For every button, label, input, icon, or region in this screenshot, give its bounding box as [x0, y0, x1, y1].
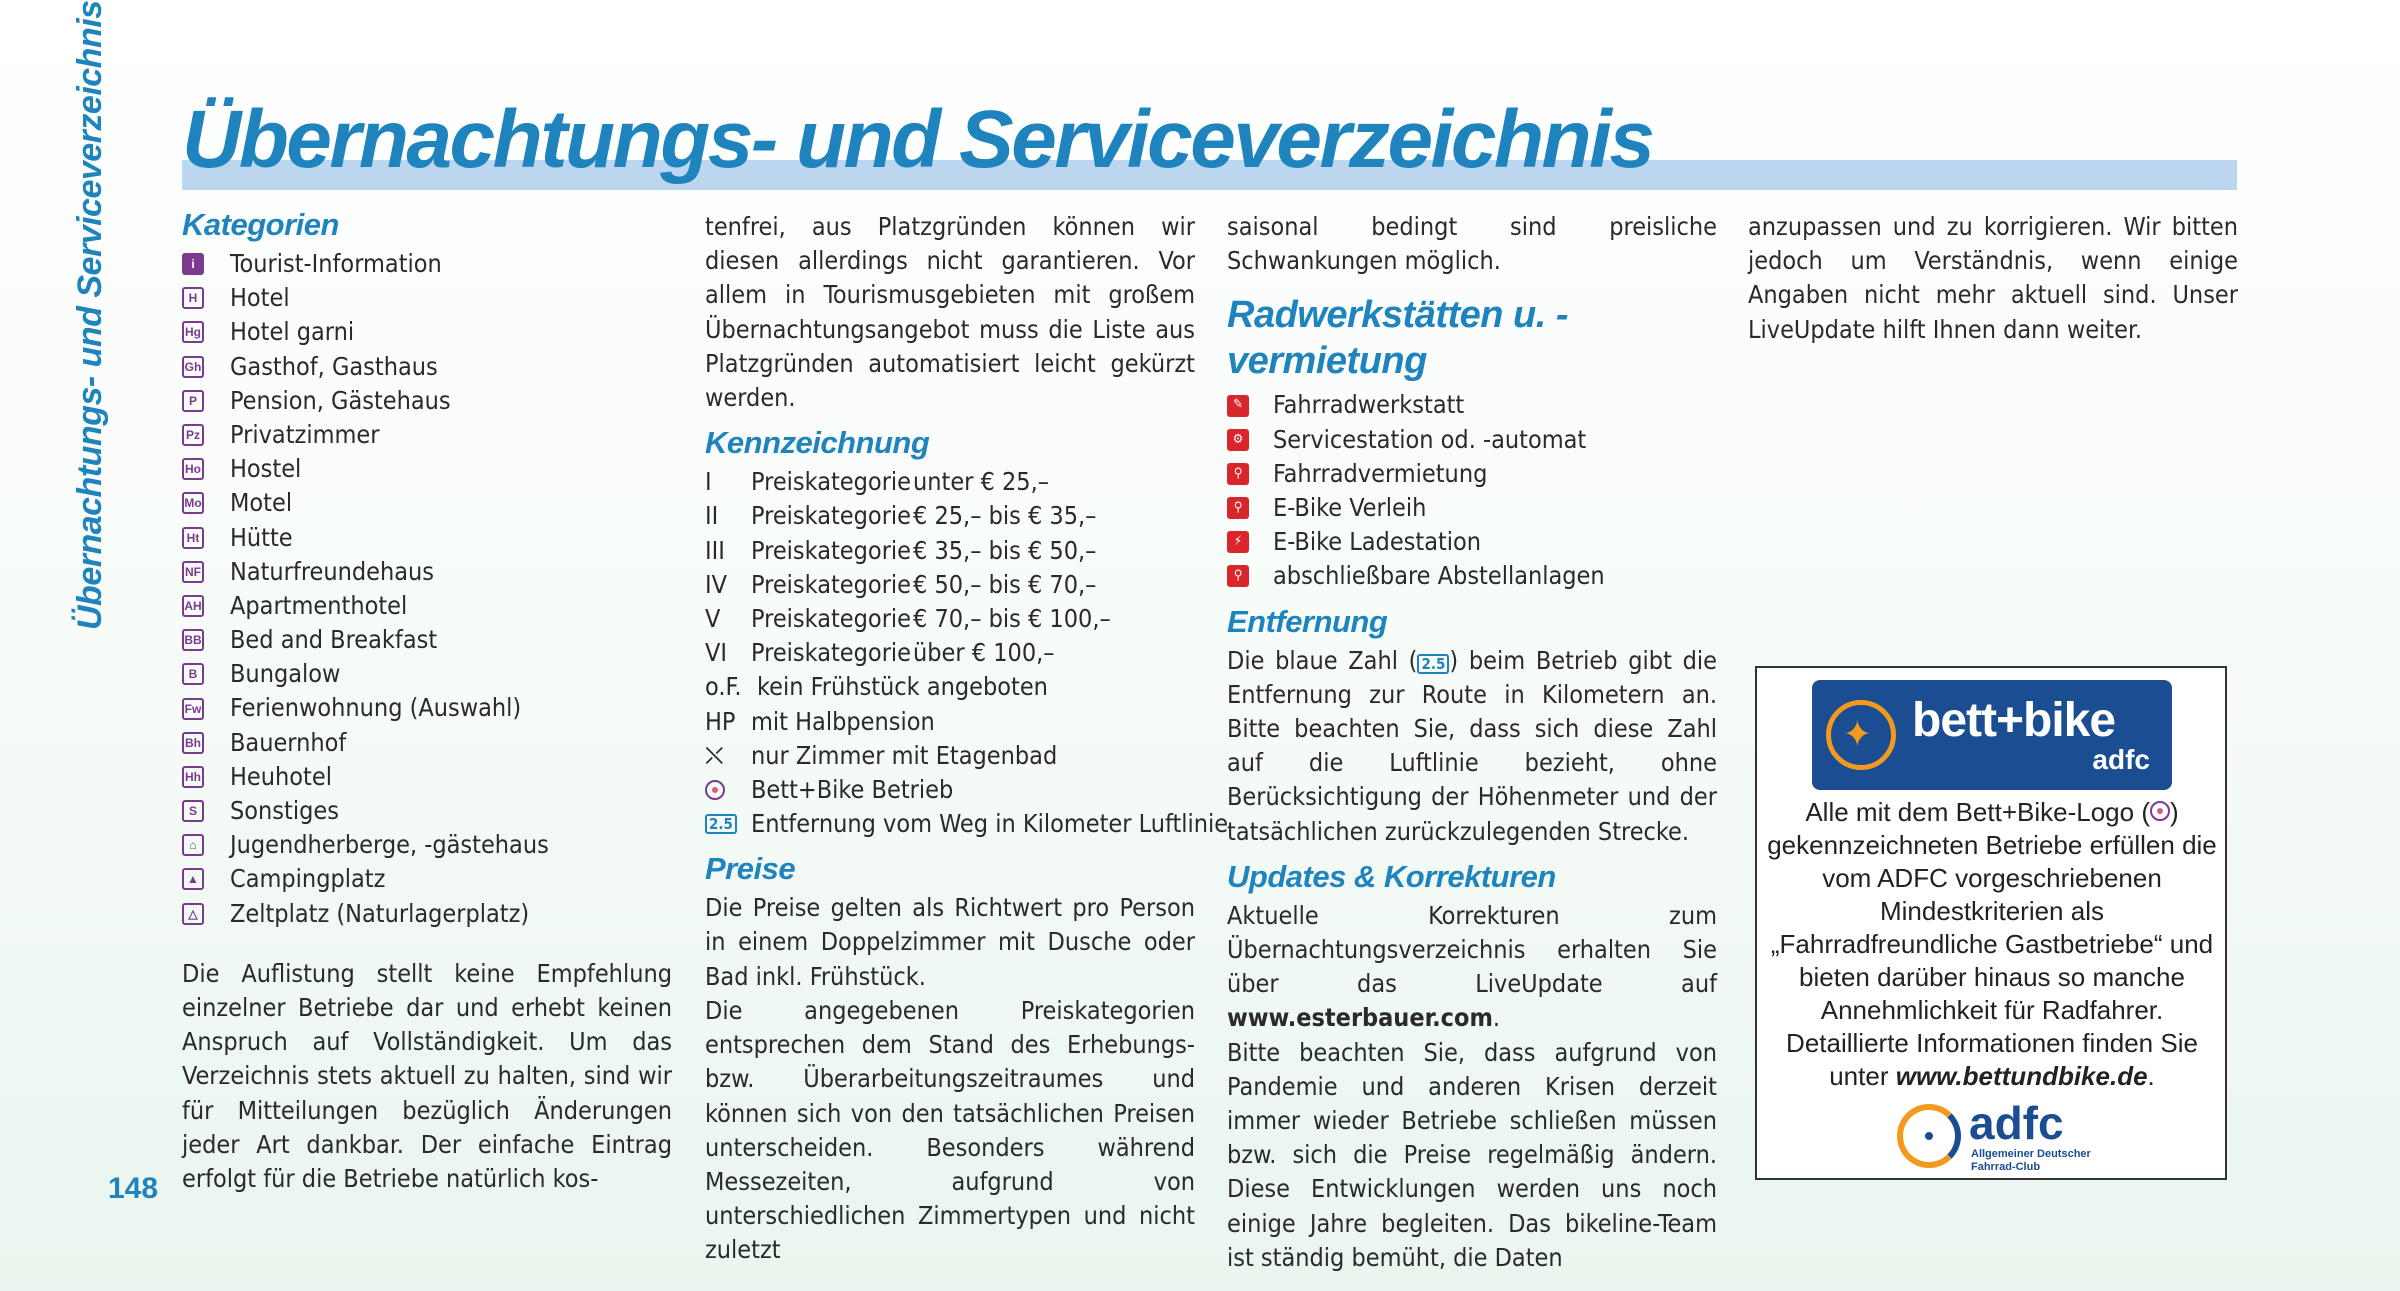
distance-label: Entfernung vom Weg in Kilometer Luftlinie — [751, 809, 1229, 839]
adfc-logo — [1897, 1097, 2097, 1173]
category-label: Sonstiges — [230, 796, 339, 825]
category-item — [182, 862, 672, 896]
category-label: Heuhotel — [230, 761, 332, 791]
hostel-icon: Ho — [182, 458, 204, 480]
price-label: Preiskategorie — [751, 569, 912, 599]
bike-service-item — [1227, 388, 1717, 422]
category-label: Ferienwohnung (Auswahl) — [230, 693, 522, 723]
gasthof-icon: Gh — [182, 356, 204, 378]
info-icon: i — [182, 253, 204, 275]
price-category-row — [705, 499, 1195, 533]
motel-icon: Mo — [182, 492, 204, 514]
marker-text: mit Halbpension — [751, 706, 935, 736]
list-item — [705, 705, 1195, 739]
bett-bike-logo-sub: adfc — [2092, 744, 2150, 775]
kennzeichnung-heading: Kennzeichnung — [705, 425, 930, 461]
price-range: € 25,– bis € 35,– — [913, 501, 1097, 531]
price-category-row — [705, 534, 1195, 568]
category-item — [182, 521, 672, 555]
category-item — [182, 384, 672, 418]
price-label: Preiskategorie — [751, 501, 912, 531]
category-item — [182, 623, 672, 657]
price-label: Preiskategorie — [751, 535, 912, 565]
column-4-text: anzupassen und zu korrigieren. Wir bitten jedoch um Verständnis, wenn einige Angaben nicht mehr aktuell sind. Unser LiveUpdate hilft Ihnen dann weiter. — [1748, 212, 2238, 344]
category-label: Zeltplatz (Naturlagerplatz) — [230, 898, 530, 928]
price-range: € 35,– bis € 50,– — [913, 535, 1097, 565]
campingplatz-icon: ▲ — [182, 868, 204, 890]
category-label: Motel — [230, 488, 293, 518]
bauernhof-icon: Bh — [182, 732, 204, 754]
fahrradwerkstatt-icon: ✎ — [1227, 395, 1249, 417]
category-item — [182, 350, 672, 384]
category-item — [182, 555, 672, 589]
entfernung-text: Die blaue Zahl ( 2.5 ) beim Betrieb gibt die Entfernung zur Route in Kilometern an. Bitte beachten Sie, dass sich diese Zahl auf die Luftlinie bezieht, ohne Berücksichtigung der Höhenmeter und der tatsächlichen zurückzulegenden Strecke. — [1227, 645, 1717, 846]
column-3 — [1227, 210, 1717, 1275]
pension-icon: P — [182, 390, 204, 412]
bett-bike-logo — [1812, 680, 2172, 790]
category-item — [182, 726, 672, 760]
category-label: Hostel — [230, 454, 302, 484]
category-item — [182, 897, 672, 931]
updates-text-2: Bitte beachten Sie, dass aufgrund von Pandemie und anderen Krisen derzeit immer wieder Betriebe schließen müssen bzw. sich die Preise regelmäßig ändern. Diese Entwicklungen werden uns noch einige Jahre begleiten. Das bikeline-Team ist ständig bemüht, die Daten — [1227, 1037, 1717, 1272]
price-code: III — [705, 535, 725, 565]
price-label: Preiskategorie — [751, 603, 912, 633]
price-code: V — [705, 603, 721, 633]
category-item — [182, 760, 672, 794]
category-item — [182, 486, 672, 520]
hotel-icon: H — [182, 287, 204, 309]
category-item — [182, 691, 672, 725]
column-4 — [1748, 210, 2238, 347]
distance-badge-icon: 2.5 — [1417, 654, 1449, 674]
esterbauer-link[interactable]: www.esterbauer.com — [1227, 1003, 1493, 1033]
kategorien-heading: Kategorien — [182, 207, 339, 242]
category-label: Pension, Gästehaus — [230, 385, 451, 415]
category-label: Apartmenthotel — [230, 590, 408, 620]
bike-service-label: Fahrradvermietung — [1273, 458, 1488, 488]
bike-service-label: Servicestation od. -automat — [1273, 424, 1587, 454]
list-item — [705, 739, 1195, 773]
sonstiges-icon: S — [182, 800, 204, 822]
etagenbad-icon: ⛌ — [705, 740, 724, 770]
updates-heading: Updates & Korrekturen — [1227, 858, 1556, 894]
bike-service-label: abschließbare Abstellanlagen — [1273, 561, 1605, 591]
adfc-wheel-icon — [1897, 1104, 1961, 1168]
jugendherberge-icon: ⌂ — [182, 834, 204, 856]
bike-service-item — [1227, 423, 1717, 457]
servicestation-icon: ⚙ — [1227, 429, 1249, 451]
category-item — [182, 794, 672, 828]
ferienwohnung-icon: Fw — [182, 698, 204, 720]
column-1 — [182, 205, 672, 1196]
category-item — [182, 281, 672, 315]
kennzeichnung-other-list — [705, 670, 1195, 738]
distance-badge-icon: 2.5 — [705, 807, 751, 841]
category-label: Jugendherberge, -gästehaus — [230, 830, 549, 860]
bike-service-label: E-Bike Verleih — [1273, 492, 1427, 522]
marker-text: kein Frühstück angeboten — [757, 672, 1048, 702]
bett-bike-label: Bett+Bike Betrieb — [751, 774, 954, 804]
bike-service-label: E-Bike Ladestation — [1273, 527, 1482, 557]
category-label: Gasthof, Gasthaus — [230, 351, 438, 381]
zeltplatz-icon: △ — [182, 903, 204, 925]
price-range: über € 100,– — [913, 638, 1055, 668]
adfc-subtitle: Allgemeiner Deutscher Fahrrad-Club — [1971, 1148, 2091, 1173]
bike-service-label: Fahrradwerkstatt — [1273, 390, 1465, 420]
preise-text-1: Die Preise gelten als Richtwert pro Person in einem Doppelzimmer mit Dusche oder Bad inkl. Frühstück. — [705, 893, 1195, 991]
price-category-row — [705, 568, 1195, 602]
category-label: Bungalow — [230, 659, 341, 689]
bike-service-item — [1227, 457, 1717, 491]
page-number: 148 — [108, 1172, 159, 1205]
category-item — [182, 247, 672, 281]
privatzimmer-icon: Pz — [182, 424, 204, 446]
bike-service-item — [1227, 491, 1717, 525]
abstellanlagen-icon: ⚲ — [1227, 565, 1249, 587]
bett-bike-info-box — [1755, 666, 2227, 1180]
list-item — [705, 807, 1229, 841]
category-label: Privatzimmer — [230, 419, 380, 449]
category-label: Bed and Breakfast — [230, 625, 438, 655]
entfernung-heading: Entfernung — [1227, 603, 1388, 639]
category-label: Hütte — [230, 522, 293, 552]
preise-heading: Preise — [705, 851, 796, 887]
price-category-list — [705, 465, 1195, 670]
hotel-garni-icon: Hg — [182, 321, 204, 343]
heuhotel-icon: Hh — [182, 766, 204, 788]
category-label: Naturfreundehaus — [230, 556, 435, 586]
radwerkstaetten-heading: Radwerkstätten u. -vermietung — [1227, 294, 1569, 383]
price-code: IV — [705, 569, 728, 599]
etagenbad-label: nur Zimmer mit Etagenbad — [751, 740, 1058, 770]
adfc-word: adfc — [1969, 1097, 2064, 1149]
price-range: € 70,– bis € 100,– — [913, 603, 1111, 633]
marker-code: o.F. — [705, 672, 742, 702]
naturfreundehaus-icon: NF — [182, 561, 204, 583]
category-item — [182, 452, 672, 486]
price-code: II — [705, 501, 719, 531]
bike-service-item — [1227, 525, 1717, 559]
price-range: unter € 25,– — [913, 467, 1049, 497]
ebike-ladestation-icon: ⚡ — [1227, 531, 1249, 553]
bett-bike-description: Alle mit dem Bett+Bike-Logo ( ) gekennzeichneten Betriebe erfüllen die vom ADFC vorgeschriebenen Mindestkriterien als „Fahrradfreundliche Gastbetriebe“ und bieten darüber hinaus so manche Annehmlichkeit für Radfahrer. Detaillierte Informationen finden Sie unter www.bettundbike.de. — [1767, 797, 2217, 1091]
category-label: Hotel — [230, 283, 290, 313]
category-label: Campingplatz — [230, 864, 386, 894]
category-label: Tourist-Information — [230, 249, 442, 278]
price-code: VI — [705, 638, 728, 668]
bett-bike-icon — [2150, 801, 2170, 821]
preise-text-2: Die angegebenen Preiskategorien entsprechen dem Stand des Erhebungs- bzw. Überarbeitungszeitraumes und können sich von den tatsächlichen Preisen unterscheiden. Besonders während Messezeiten, aufgrund von unterschiedlichen Zimmertypen und nicht zuletzt — [705, 995, 1195, 1265]
category-label: Hotel garni — [230, 317, 355, 347]
bike-service-list — [1227, 388, 1717, 593]
category-item — [182, 828, 672, 862]
column-3-intro: saisonal bedingt sind preisliche Schwankungen möglich. — [1227, 212, 1717, 276]
column-2 — [705, 210, 1229, 1268]
list-item — [705, 773, 1195, 807]
price-category-row — [705, 602, 1195, 636]
price-category-row — [705, 636, 1195, 670]
bett-bike-icon — [705, 773, 751, 807]
price-code: I — [705, 467, 712, 497]
bett-bike-star-icon — [1826, 700, 1896, 770]
bungalow-icon: B — [182, 663, 204, 685]
fahrradvermietung-icon: ⚲ — [1227, 463, 1249, 485]
marker-code: HP — [705, 706, 736, 736]
apartmenthotel-icon: AH — [182, 595, 204, 617]
bed-and-breakfast-icon: BB — [182, 629, 204, 651]
bettundbike-link[interactable]: www.bettundbike.de — [1895, 1061, 2148, 1091]
column-2-intro: tenfrei, aus Platzgründen können wir diesen allerdings nicht garantieren. Vor allem in Tourismusgebieten mit großem Übernachtungsangebot muss die Liste aus Platzgründen automatisiert leicht gekürzt werden. — [705, 212, 1195, 413]
price-range: € 50,– bis € 70,– — [913, 569, 1097, 599]
category-label: Bauernhof — [230, 727, 347, 757]
disclaimer-text: Die Auflistung stellt keine Empfehlung einzelner Betriebe dar und erhebt keinen Anspruch auf Vollständigkeit. Um das Verzeichnis stets aktuell zu halten, sind wir für Mitteilungen bezüglich Änderungen jeder Art dankbar. Der einfache Eintrag erfolgt für die Betriebe natürlich kos- — [182, 958, 672, 1193]
list-item — [705, 670, 1195, 704]
category-item — [182, 418, 672, 452]
category-item — [182, 657, 672, 691]
ebike-verleih-icon: ⚲ — [1227, 497, 1249, 519]
price-label: Preiskategorie — [751, 467, 912, 497]
huette-icon: Ht — [182, 527, 204, 549]
bike-service-item — [1227, 559, 1717, 593]
category-item — [182, 589, 672, 623]
updates-text-1: Aktuelle Korrekturen zum Übernachtungsverzeichnis erhalten Sie über das LiveUpdate auf www.esterbauer.com. — [1227, 900, 1717, 1033]
page-title: Übernachtungs- und Serviceverzeichnis — [182, 94, 1653, 185]
price-label: Preiskategorie — [751, 638, 912, 668]
bett-bike-logo-text: bett+bike — [1912, 694, 2116, 747]
side-title: Übernachtungs- und Serviceverzeichnis — [71, 0, 109, 630]
price-category-row — [705, 465, 1195, 499]
category-list — [182, 247, 672, 931]
category-item — [182, 315, 672, 349]
